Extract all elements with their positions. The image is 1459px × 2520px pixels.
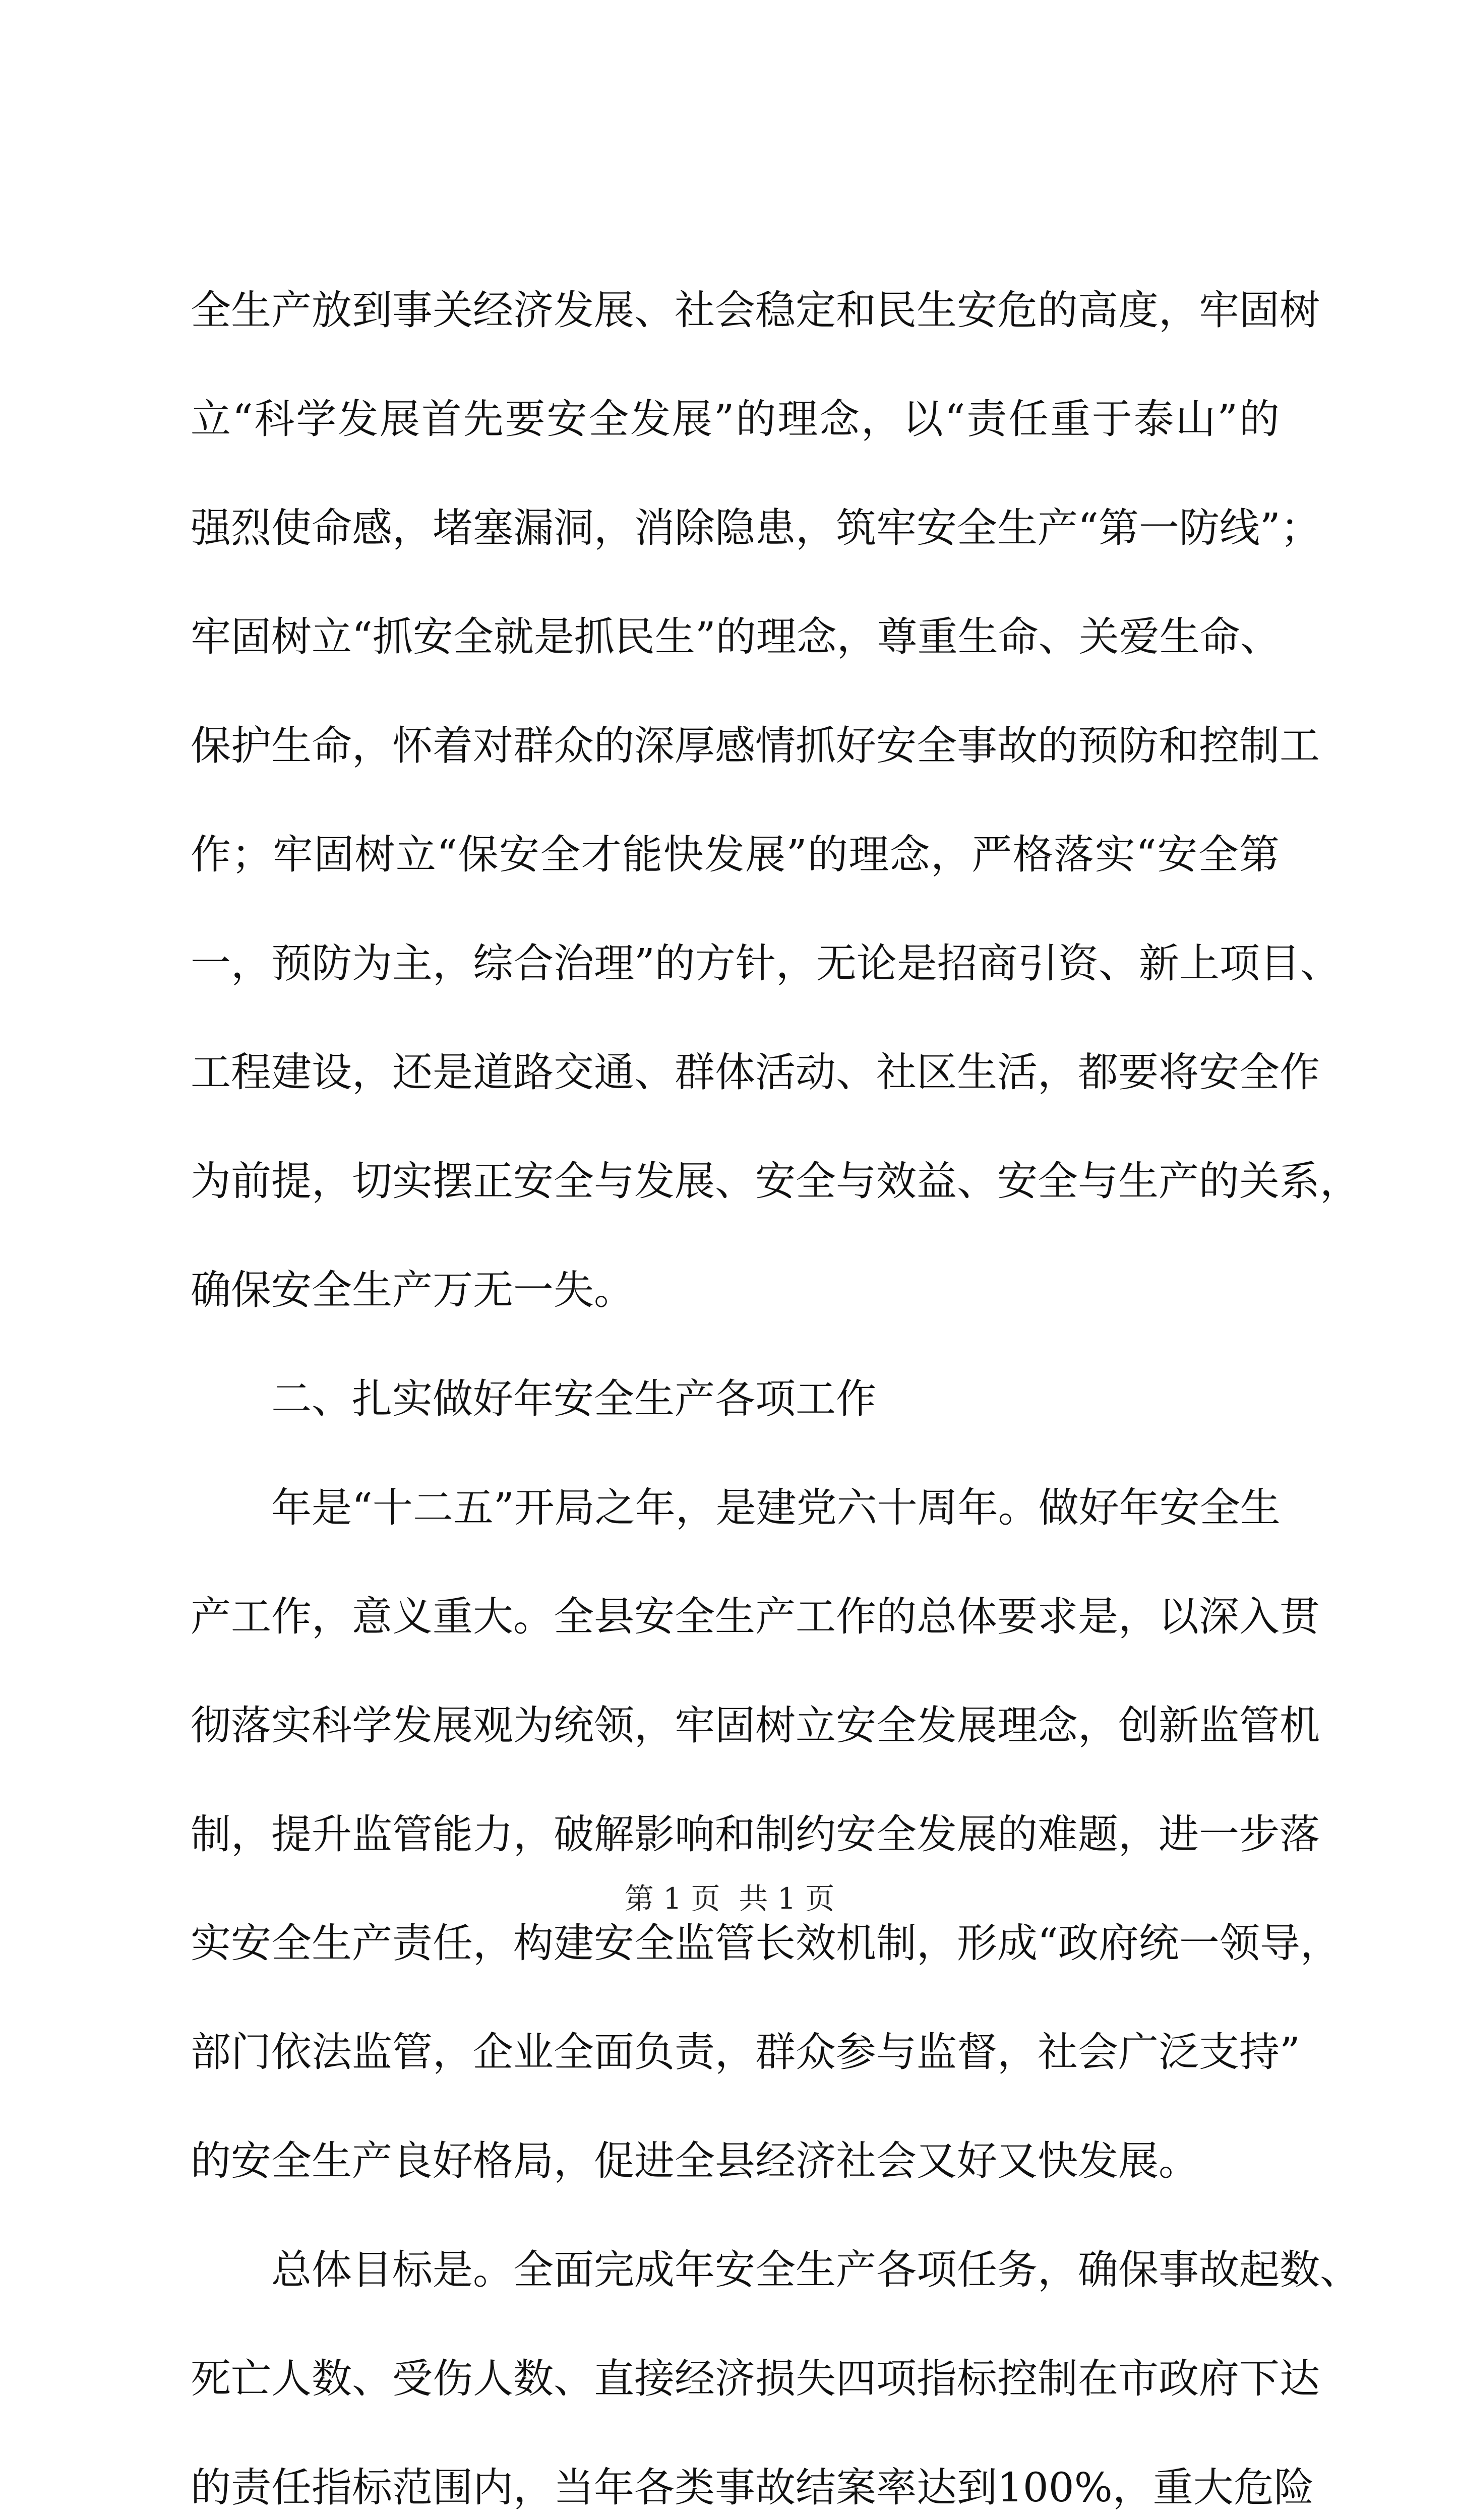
text-line: 死亡人数、受伤人数、直接经济损失四项指标控制在市政府下达 (191, 2355, 1320, 2402)
text-line: 牢固树立“抓安全就是抓民生”的理念，尊重生命、关爱生命、 (191, 613, 1281, 660)
text-line: 部门依法监管，企业全面负责，群众参与监督，社会广泛支持” (191, 2029, 1300, 2075)
text-line: 总体目标是。全面完成年安全生产各项任务，确保事故起数、 (271, 2246, 1360, 2293)
section-heading: 二、扎实做好年安全生产各项工作 (271, 1375, 876, 1422)
text-line: 制，提升监管能力，破解影响和制约安全发展的难题，进一步落 (191, 1811, 1320, 1858)
text-line: 为前提，切实摆正安全与发展、安全与效益、安全与生产的关系， (191, 1158, 1360, 1205)
text-line: 年是“十二五”开局之年，是建党六十周年。做好年安全生 (271, 1484, 1281, 1531)
text-line: 保护生命，怀着对群众的深厚感情抓好安全事故的预防和控制工 (191, 722, 1320, 769)
text-line: 一，预防为主，综合治理”的方针，无论是招商引资、新上项目、 (191, 940, 1341, 987)
text-line: 立“科学发展首先要安全发展”的理念，以“责任重于泰山”的 (191, 396, 1280, 443)
text-line: 工程建设，还是道路交通、群体活动、社区生活，都要将安全作 (191, 1049, 1320, 1096)
text-line: 确保安全生产万无一失。 (191, 1267, 634, 1313)
text-line: 全生产放到事关经济发展、社会稳定和民生安危的高度，牢固树 (191, 287, 1320, 334)
text-line: 产工作，意义重大。全县安全生产工作的总体要求是，以深入贯 (191, 1593, 1320, 1640)
text-line: 作；牢固树立“保安全才能快发展”的理念，严格落实“安全第 (191, 831, 1280, 878)
text-line: 强烈使命感，堵塞漏洞，消除隐患，筑牢安全生产“第一防线”； (191, 505, 1321, 551)
page-number-footer: 第 1 页 共 1 页 (624, 1881, 835, 1916)
text-line: 实安全生产责任，构建安全监管长效机制，形成“政府统一领导， (191, 1920, 1341, 1967)
text-line: 的责任指标范围内，当年各类事故结案率达到100%，重大危险 (191, 2464, 1314, 2511)
text-line: 的安全生产良好格局，促进全县经济社会又好又快发展。 (191, 2137, 1199, 2184)
document-body (191, 256, 1360, 2520)
text-line: 彻落实科学发展观为统领，牢固树立安全发展理念，创新监管机 (191, 1702, 1320, 1749)
